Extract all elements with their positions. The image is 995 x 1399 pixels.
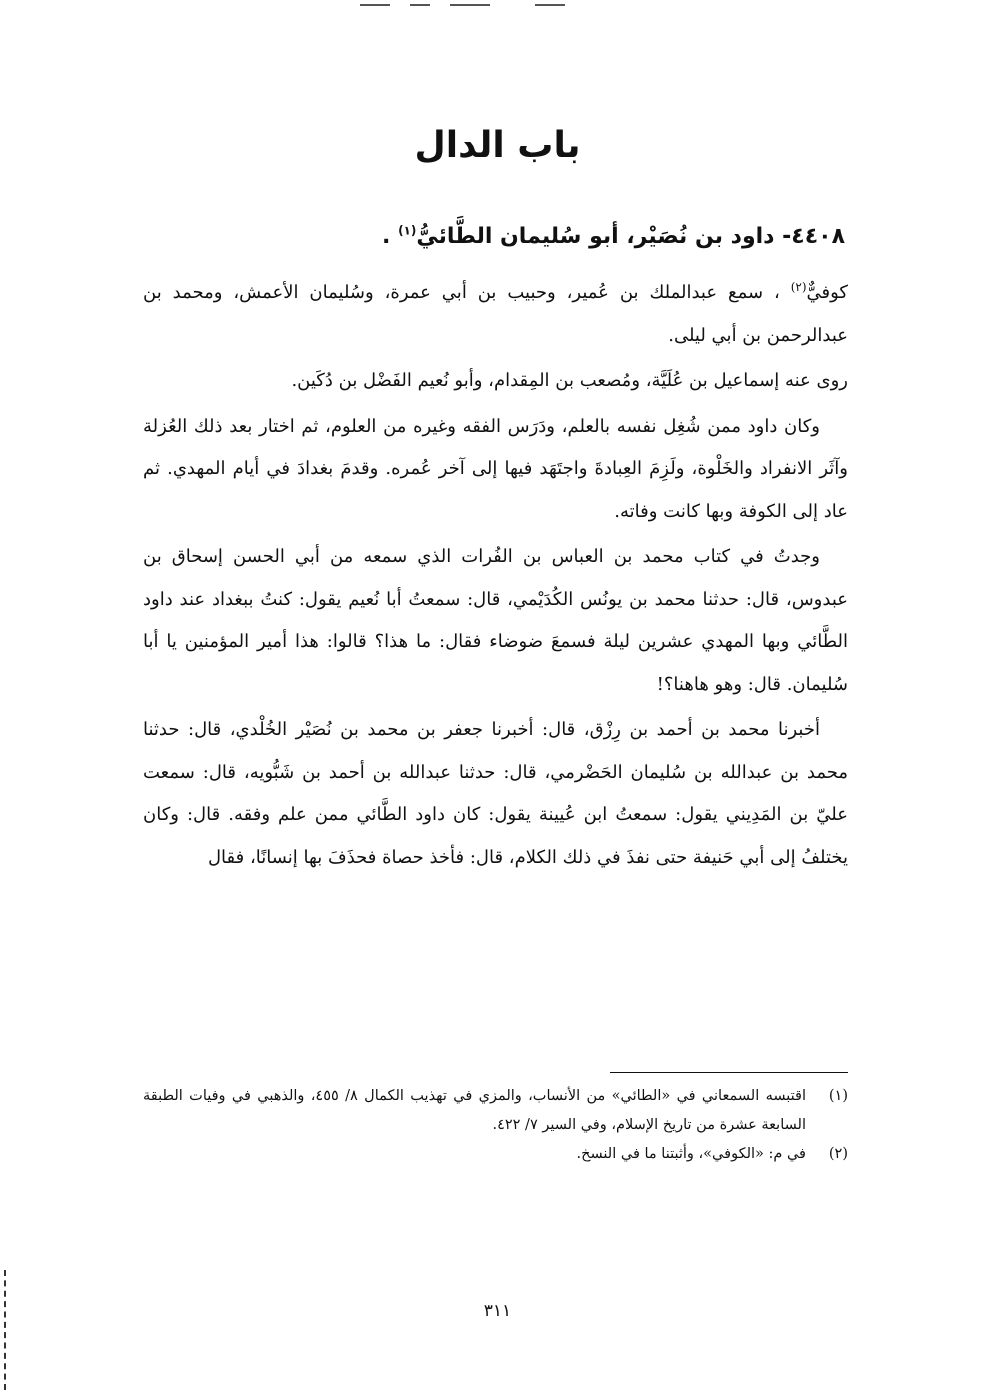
- paragraph-1-start: كوفيٌّ: [806, 282, 848, 303]
- paragraph-5: أخبرنا محمد بن أحمد بن رِزْق، قال: أخبرنا جعفر بن محمد بن نُصَيْر الخُلْدي، قال: حدثنا محمد بن عبدالله بن سُليمان الحَضْرمي، قال: حدثنا عبدالله بن أحمد بن شَبُّويه، قال: سمعت عليّ بن المَدِيني يقول: سمعتُ ابن عُيينة يقول: كان داود الطَّائي ممن علم وفقه. قال: وكان يختلفُ إلى أبي حَنيفة حتى نفذَ في ذلك الكلام، قال: فأخذ حصاة فحذَفَ بها إنسانًا، فقال: [143, 719, 848, 868]
- footnote-1: [143, 1082, 848, 1140]
- page-number: ٣١١: [483, 1301, 512, 1321]
- paragraph-4: وجدتُ في كتاب محمد بن العباس بن الفُرات الذي سمعه من أبي الحسن إسحاق بن عبدوس، قال: حدثنا محمد بن يونُس الكُدَيْمي، قال: سمعتُ أبا نُعيم يقول: كنتُ ببغداد عند داود الطَّائي وبها المهدي عشرين ليلة فسمعَ ضوضاء فقال: ما هذا؟ قالوا: هذا أمير المؤمنين يا أبا سُليمان. قال: وهو هاهنا؟!: [143, 546, 848, 695]
- chapter-title: باب الدال: [414, 125, 581, 166]
- paragraph-2: روى عنه إسماعيل بن عُلَيَّة، ومُصعب بن المِقدام، وأبو نُعيم الفَضْل بن دُكَين.: [291, 370, 848, 391]
- footnote-2-number: (٢): [828, 1146, 848, 1162]
- paragraph-3: وكان داود ممن شُغِل نفسه بالعلم، ودَرَس الفقه وغيره من العلوم، ثم اختار بعد ذلك العُزلة وآثَر الانفراد والخَلْوة، ولَزِمَ العِبادةَ واجتَهَد فيها إلى آخر عُمره. وقدمَ بغدادَ في أيام المهدي. ثم عاد إلى الكوفة وبها كانت وفاته.: [143, 415, 848, 522]
- paragraph-1-text: ، سمع عبدالملك بن عُمير، وحبيب بن أبي عمرة، وسُليمان الأعمش، ومحمد بن عبدالرحمن بن أبي ليلى.: [143, 282, 848, 346]
- footnote-1-number: (١): [828, 1088, 848, 1104]
- entry-number: ٤٤٠٨-: [782, 224, 845, 249]
- entry-name: داود بن نُصَيْر، أبو سُليمان الطَّائيُّ: [416, 224, 775, 249]
- paragraph-1: [143, 272, 848, 357]
- body-text: [143, 272, 848, 882]
- entry-heading: [150, 212, 845, 262]
- entry-end: .: [382, 224, 399, 249]
- footnote-2: [143, 1140, 848, 1169]
- scan-edge-mark: [4, 1270, 8, 1390]
- footnote-ref-2: (٢): [790, 280, 807, 294]
- footnote-separator: [610, 1072, 848, 1073]
- footnotes: [143, 1082, 848, 1169]
- footnote-2-text: في م: «الكوفي»، وأثبتنا ما في النسخ.: [576, 1146, 806, 1162]
- footnote-ref-1: (١): [398, 223, 417, 238]
- scan-top-marks: [360, 2, 580, 8]
- footnote-1-text: اقتبسه السمعاني في «الطائي» من الأنساب، والمزي في تهذيب الكمال ٨/ ٤٥٥، والذهبي في وفيات الطبقة السابعة عشرة من تاريخ الإسلام، وفي السير ٧/ ٤٢٢.: [143, 1088, 806, 1133]
